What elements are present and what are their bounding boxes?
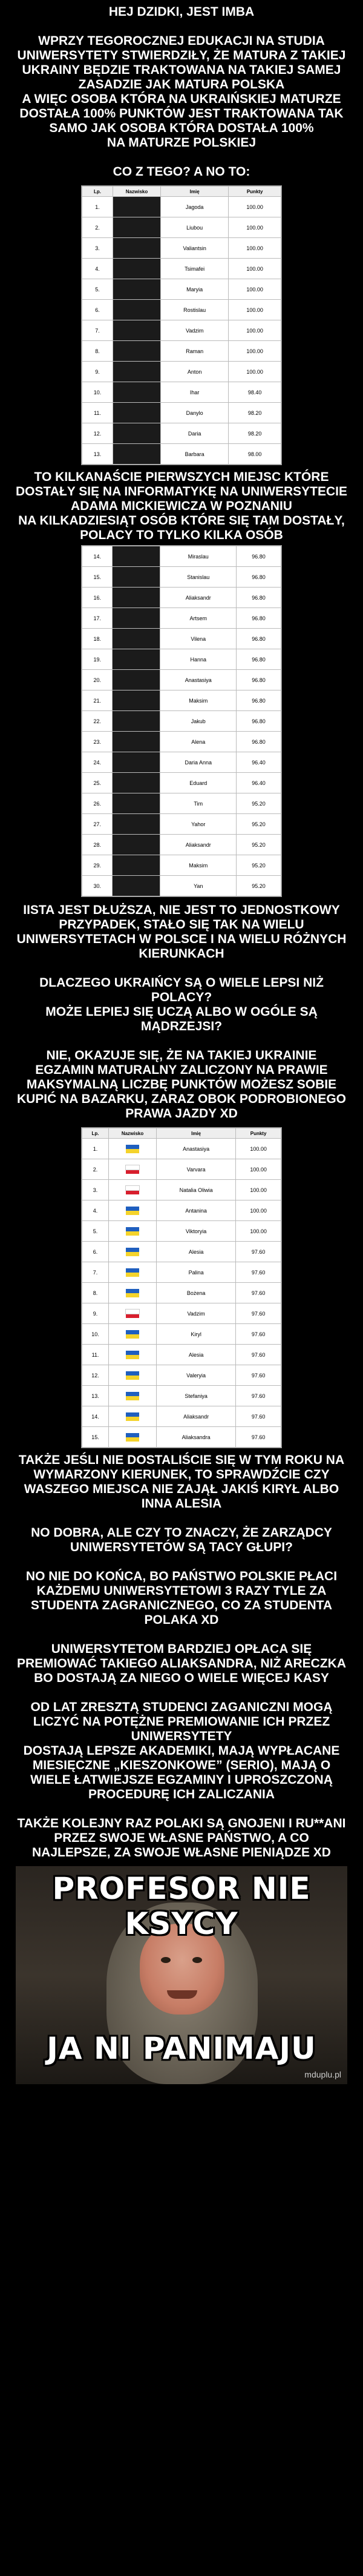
points-cell: 100.00 — [229, 300, 281, 320]
monkey-eye-right — [192, 1957, 202, 1963]
points-cell: 97.60 — [236, 1345, 281, 1365]
points-cell: 96.80 — [237, 629, 281, 649]
table-header-row — [82, 1128, 281, 1139]
table-row — [82, 1242, 281, 1262]
lp-cell: 14. — [82, 546, 113, 567]
ukraine-flag-icon — [126, 1433, 139, 1442]
points-cell: 95.20 — [237, 876, 281, 896]
firstname-cell: Daria — [161, 423, 229, 444]
lp-cell: 5. — [82, 1221, 109, 1242]
points-cell: 97.60 — [236, 1283, 281, 1303]
table-row — [82, 814, 281, 835]
table-row — [82, 279, 281, 300]
lp-cell: 23. — [82, 732, 113, 752]
monkey-mouth — [167, 1990, 197, 1999]
ukraine-flag-icon — [126, 1412, 139, 1421]
table-row — [82, 711, 281, 732]
lp-cell: 12. — [82, 423, 113, 444]
poland-flag-icon — [126, 1186, 139, 1194]
surname-cell — [109, 1406, 157, 1427]
lp-cell: 8. — [82, 341, 113, 362]
lp-cell: 17. — [82, 608, 113, 629]
watermark: mduplu.pl — [304, 2070, 341, 2079]
surname-cell — [109, 1200, 157, 1221]
col-points: Punkty — [229, 187, 281, 197]
firstname-cell: Aliaksandr — [160, 588, 237, 608]
firstname-cell: Alesia — [157, 1242, 236, 1262]
firstname-cell: Stefaniya — [157, 1386, 236, 1406]
lp-cell: 3. — [82, 238, 113, 259]
firstname-cell: Vilena — [160, 629, 237, 649]
surname-cell — [109, 1242, 157, 1262]
lp-cell: 11. — [82, 1345, 109, 1365]
outro-text: TAKŻE JEŚLI NIE DOSTALIŚCIE SIĘ W TYM ROKU NA WYMARZONY KIERUNEK, TO SPRAWDŹCIE CZY WASZEGO MIEJSCA NIE ZAJĄŁ JAKIŚ KIRYŁ ALBO INNA ALESIA NO DOBRA, ALE CZY TO ZNACZY, ŻE ZARZĄDCY UNIWERSYTETÓW SĄ TACY GŁUPI? NO NIE DO KOŃCA, BO PAŃSTWO POLSKIE PŁACI KAŻDEMU UNIWERSYTETOWI 3 RAZY TYLE ZA STUDENTA ZAGRANICZNEGO, CO ZA STUDENTA POLAKA XD UNIWERSYTETOM BARDZIEJ OPŁACA SIĘ PREMIOWAĆ TAKIEGO ALIAKSANDRA, NIŻ ARECZKA BO DOSTAJĄ ZA NIEGO O WIELE WIĘCEJ KASY OD LAT ZRESZTĄ STUDENCI ZAGANICZNI MOGĄ LICZYĆ NA POTĘŻNE PREMIOWANIE ICH PRZEZ UNIWERSYTETY DOSTAJĄ LEPSZE AKADEMIKI, MAJĄ WYPŁACANE MIESIĘCZNE „KIESZONKOWE” (SERIO), MAJĄ O WIELE ŁATWIEJSZE EGZAMINY I UPROSZCZONĄ PROCEDURĘ ICH ZALICZANIA TAKŻE KOLEJNY RAZ POLAKI SĄ GNOJENI I RU**ANI PRZEZ SWOJE WŁASNE PAŃSTWO, A CO NAJLEPSZE, ZA SWOJE WŁASNE PIENIĄDZE XD — [16, 1453, 347, 1859]
table-row — [82, 1406, 281, 1427]
firstname-cell: Miraslau — [160, 546, 237, 567]
lp-cell: 14. — [82, 1406, 109, 1427]
poland-flag-icon — [126, 1310, 139, 1318]
surname-cell — [109, 1159, 157, 1180]
table-row — [82, 1200, 281, 1221]
lp-cell: 5. — [82, 279, 113, 300]
surname-cell — [109, 1386, 157, 1406]
firstname-cell: Barbara — [161, 444, 229, 465]
surname-cell-redacted — [113, 567, 160, 588]
firstname-cell: Ihar — [161, 382, 229, 403]
lp-cell: 8. — [82, 1283, 109, 1303]
surname-cell-redacted — [113, 855, 160, 876]
lp-cell: 21. — [82, 690, 113, 711]
table-row — [82, 217, 281, 238]
surname-cell-redacted — [113, 238, 161, 259]
table-row — [82, 1283, 281, 1303]
lp-cell: 13. — [82, 444, 113, 465]
lp-cell: 2. — [82, 217, 113, 238]
ukraine-flag-icon — [126, 1351, 139, 1359]
surname-cell — [109, 1365, 157, 1386]
table-row — [82, 752, 281, 773]
surname-cell — [109, 1139, 157, 1159]
points-cell: 100.00 — [229, 217, 281, 238]
table-1b — [82, 546, 281, 896]
points-cell: 97.60 — [236, 1242, 281, 1262]
ukraine-flag-icon — [126, 1227, 139, 1236]
points-cell: 95.20 — [237, 814, 281, 835]
surname-cell — [109, 1221, 157, 1242]
table-2-body — [82, 1139, 281, 1448]
surname-cell-redacted — [113, 259, 161, 279]
points-cell: 96.80 — [237, 732, 281, 752]
points-cell: 96.40 — [237, 752, 281, 773]
table-row — [82, 629, 281, 649]
table-row — [82, 670, 281, 690]
firstname-cell: Anton — [161, 362, 229, 382]
firstname-cell: Alesia — [157, 1345, 236, 1365]
surname-cell-redacted — [113, 773, 160, 793]
lp-cell: 10. — [82, 1324, 109, 1345]
surname-cell-redacted — [113, 197, 161, 217]
lp-cell: 22. — [82, 711, 113, 732]
firstname-cell: Tsimafei — [161, 259, 229, 279]
ukraine-flag-icon — [126, 1330, 139, 1339]
firstname-cell: Aliaksandra — [157, 1427, 236, 1448]
firstname-cell: Hanna — [160, 649, 237, 670]
firstname-cell: Antanina — [157, 1200, 236, 1221]
table-row — [82, 362, 281, 382]
firstname-cell: Aliaksandr — [157, 1406, 236, 1427]
points-cell: 96.40 — [237, 773, 281, 793]
surname-cell-redacted — [113, 629, 160, 649]
results-table-1b — [81, 545, 282, 897]
lp-cell: 6. — [82, 300, 113, 320]
lp-cell: 27. — [82, 814, 113, 835]
table-1b-body — [82, 546, 281, 896]
col-lp: Lp. — [82, 1128, 109, 1139]
lp-cell: 3. — [82, 1180, 109, 1200]
firstname-cell: Aliaksandr — [160, 835, 237, 855]
surname-cell-redacted — [113, 546, 160, 567]
firstname-cell: Alena — [160, 732, 237, 752]
lp-cell: 26. — [82, 793, 113, 814]
table-row — [82, 300, 281, 320]
points-cell: 96.80 — [237, 711, 281, 732]
points-cell: 96.80 — [237, 670, 281, 690]
surname-cell-redacted — [113, 382, 161, 403]
ukraine-flag-icon — [126, 1268, 139, 1277]
points-cell: 100.00 — [229, 362, 281, 382]
surname-cell-redacted — [113, 690, 160, 711]
intro-text: HEJ DZIDKI, JEST IMBA WPRZY TEGOROCZNEJ EDUKACJI NA STUDIA UNIWERSYTETY STWIERDZIŁY, ŻE MATURA Z TAKIEJ UKRAINY BĘDZIE TRAKTOWANA NA TAKIEJ SAMEJ ZASADZIE JAK MATURA POLSKA A WIĘC OSOBA KTÓRA NA UKRAIŃSKIEJ MATURZE DOSTAŁA 100% PUNKTÓW JEST TRAKTOWANA TAK SAMO JAK OSOBA KTÓRA DOSTAŁA 100% NA MATURZE POLSKIEJ CO Z TEGO? A NO TO: — [17, 5, 346, 179]
firstname-cell: Liubou — [161, 217, 229, 238]
surname-cell-redacted — [113, 670, 160, 690]
surname-cell — [109, 1262, 157, 1283]
col-firstname: Imię — [157, 1128, 236, 1139]
table-row — [82, 732, 281, 752]
meme-bottom-text: JA NI PANIMAJU — [47, 2031, 316, 2066]
table-row — [82, 423, 281, 444]
firstname-cell: Stanislau — [160, 567, 237, 588]
surname-cell-redacted — [113, 320, 161, 341]
table-header-row — [82, 187, 281, 197]
table-row — [82, 546, 281, 567]
surname-cell-redacted — [113, 362, 161, 382]
firstname-cell: Yahor — [160, 814, 237, 835]
points-cell: 95.20 — [237, 855, 281, 876]
lp-cell: 6. — [82, 1242, 109, 1262]
table-row — [82, 197, 281, 217]
lp-cell: 4. — [82, 259, 113, 279]
points-cell: 95.20 — [237, 793, 281, 814]
firstname-cell: Maksim — [160, 855, 237, 876]
points-cell: 98.00 — [229, 444, 281, 465]
table-1 — [82, 186, 281, 465]
surname-cell-redacted — [113, 711, 160, 732]
ukraine-flag-icon — [126, 1371, 139, 1380]
firstname-cell: Varvara — [157, 1159, 236, 1180]
firstname-cell: Palina — [157, 1262, 236, 1283]
lp-cell: 29. — [82, 855, 113, 876]
firstname-cell: Bożena — [157, 1283, 236, 1303]
firstname-cell: Danylo — [161, 403, 229, 423]
firstname-cell: Maryia — [161, 279, 229, 300]
ukraine-flag-icon — [126, 1145, 139, 1153]
table-row — [82, 649, 281, 670]
points-cell: 100.00 — [229, 320, 281, 341]
col-lp: Lp. — [82, 187, 113, 197]
table-row — [82, 238, 281, 259]
firstname-cell: Yan — [160, 876, 237, 896]
lp-cell: 13. — [82, 1386, 109, 1406]
surname-cell — [109, 1324, 157, 1345]
table-row — [82, 341, 281, 362]
ukraine-flag-icon — [126, 1392, 139, 1400]
table-row — [82, 259, 281, 279]
lp-cell: 1. — [82, 197, 113, 217]
points-cell: 96.80 — [237, 588, 281, 608]
lp-cell: 30. — [82, 876, 113, 896]
col-surname: Nazwisko — [109, 1128, 157, 1139]
surname-cell-redacted — [113, 732, 160, 752]
lp-cell: 15. — [82, 1427, 109, 1448]
surname-cell-redacted — [113, 341, 161, 362]
lp-cell: 18. — [82, 629, 113, 649]
points-cell: 97.60 — [236, 1386, 281, 1406]
table-row — [82, 588, 281, 608]
points-cell: 96.80 — [237, 546, 281, 567]
surname-cell-redacted — [113, 876, 160, 896]
lp-cell: 20. — [82, 670, 113, 690]
surname-cell-redacted — [113, 217, 161, 238]
lp-cell: 16. — [82, 588, 113, 608]
results-table-2 — [81, 1127, 282, 1448]
surname-cell-redacted — [113, 793, 160, 814]
firstname-cell: Vadzim — [161, 320, 229, 341]
table-row — [82, 835, 281, 855]
table-row — [82, 1386, 281, 1406]
table-row — [82, 608, 281, 629]
surname-cell — [109, 1283, 157, 1303]
table-row — [82, 855, 281, 876]
points-cell: 97.60 — [236, 1303, 281, 1324]
firstname-cell: Natalia Oliwia — [157, 1180, 236, 1200]
surname-cell-redacted — [113, 403, 161, 423]
surname-cell-redacted — [113, 300, 161, 320]
middle-text-1: TO KILKANAŚCIE PIERWSZYCH MIEJSC KTÓRE DOSTAŁY SIĘ NA INFORMATYKĘ NA UNIWERSYTECIE ADAMA MICKIEWICZA W POZNANIU NA KILKADZIESIĄT OSÓB KTÓRE SIĘ TAM DOSTAŁY, POLACY TO TYLKO KILKA OSÓB — [16, 470, 347, 542]
col-points: Punkty — [236, 1128, 281, 1139]
points-cell: 100.00 — [236, 1221, 281, 1242]
table-row — [82, 320, 281, 341]
ukraine-flag-icon — [126, 1248, 139, 1256]
lp-cell: 10. — [82, 382, 113, 403]
surname-cell-redacted — [113, 814, 160, 835]
points-cell: 96.80 — [237, 608, 281, 629]
lp-cell: 7. — [82, 1262, 109, 1283]
lp-cell: 25. — [82, 773, 113, 793]
col-surname: Nazwisko — [113, 187, 161, 197]
lp-cell: 19. — [82, 649, 113, 670]
lp-cell: 1. — [82, 1139, 109, 1159]
surname-cell — [109, 1345, 157, 1365]
points-cell: 97.60 — [236, 1365, 281, 1386]
firstname-cell: Vadzim — [157, 1303, 236, 1324]
lp-cell: 28. — [82, 835, 113, 855]
points-cell: 97.60 — [236, 1427, 281, 1448]
firstname-cell: Eduard — [160, 773, 237, 793]
firstname-cell: Kiryl — [157, 1324, 236, 1345]
surname-cell — [109, 1427, 157, 1448]
points-cell: 97.60 — [236, 1324, 281, 1345]
firstname-cell: Anastasiya — [160, 670, 237, 690]
ukraine-flag-icon — [126, 1207, 139, 1215]
surname-cell-redacted — [113, 588, 160, 608]
points-cell: 100.00 — [229, 197, 281, 217]
firstname-cell: Viktoryia — [157, 1221, 236, 1242]
lp-cell: 9. — [82, 362, 113, 382]
lp-cell: 11. — [82, 403, 113, 423]
surname-cell-redacted — [113, 444, 161, 465]
surname-cell-redacted — [113, 752, 160, 773]
firstname-cell: Jakub — [160, 711, 237, 732]
poland-flag-icon — [126, 1165, 139, 1174]
firstname-cell: Maksim — [160, 690, 237, 711]
lp-cell: 4. — [82, 1200, 109, 1221]
points-cell: 96.80 — [237, 649, 281, 670]
lp-cell: 9. — [82, 1303, 109, 1324]
points-cell: 97.60 — [236, 1262, 281, 1283]
points-cell: 100.00 — [229, 238, 281, 259]
firstname-cell: Raman — [161, 341, 229, 362]
surname-cell-redacted — [113, 423, 161, 444]
table-row — [82, 876, 281, 896]
surname-cell-redacted — [113, 279, 161, 300]
firstname-cell: Valiantsin — [161, 238, 229, 259]
firstname-cell: Jagoda — [161, 197, 229, 217]
table-row — [82, 1324, 281, 1345]
points-cell: 96.80 — [237, 567, 281, 588]
lp-cell: 7. — [82, 320, 113, 341]
points-cell: 100.00 — [229, 259, 281, 279]
table-row — [82, 382, 281, 403]
lp-cell: 15. — [82, 567, 113, 588]
surname-cell — [109, 1303, 157, 1324]
points-cell: 97.60 — [236, 1406, 281, 1427]
points-cell: 98.40 — [229, 382, 281, 403]
lp-cell: 24. — [82, 752, 113, 773]
points-cell: 98.20 — [229, 403, 281, 423]
table-row — [82, 1159, 281, 1180]
table-row — [82, 1345, 281, 1365]
lp-cell: 12. — [82, 1365, 109, 1386]
table-1-body — [82, 197, 281, 465]
table-row — [82, 1262, 281, 1283]
surname-cell — [109, 1180, 157, 1200]
table-row — [82, 773, 281, 793]
table-row — [82, 1365, 281, 1386]
monkey-eye-left — [161, 1957, 171, 1963]
lp-cell: 2. — [82, 1159, 109, 1180]
points-cell: 98.20 — [229, 423, 281, 444]
table-row — [82, 793, 281, 814]
ukraine-flag-icon — [126, 1289, 139, 1297]
table-2 — [82, 1128, 281, 1448]
surname-cell-redacted — [113, 835, 160, 855]
table-row — [82, 444, 281, 465]
table-row — [82, 1221, 281, 1242]
surname-cell-redacted — [113, 608, 160, 629]
firstname-cell: Artsem — [160, 608, 237, 629]
table-row — [82, 1180, 281, 1200]
table-row — [82, 1303, 281, 1324]
firstname-cell: Tim — [160, 793, 237, 814]
table-row — [82, 403, 281, 423]
points-cell: 100.00 — [236, 1200, 281, 1221]
points-cell: 100.00 — [236, 1180, 281, 1200]
points-cell: 100.00 — [229, 341, 281, 362]
meme-poster — [16, 1866, 347, 2084]
firstname-cell: Anastasiya — [157, 1139, 236, 1159]
table-row — [82, 1139, 281, 1159]
table-row — [82, 567, 281, 588]
meme-top-text: PROFESOR NIE KSYCY — [52, 1871, 311, 1941]
results-table-1 — [81, 185, 282, 465]
firstname-cell: Daria Anna — [160, 752, 237, 773]
points-cell: 100.00 — [236, 1159, 281, 1180]
points-cell: 96.80 — [237, 690, 281, 711]
points-cell: 95.20 — [237, 835, 281, 855]
firstname-cell: Rostislau — [161, 300, 229, 320]
col-firstname: Imię — [161, 187, 229, 197]
points-cell: 100.00 — [236, 1139, 281, 1159]
firstname-cell: Valeryia — [157, 1365, 236, 1386]
middle-text-2: IISTA JEST DŁUŻSZA, NIE JEST TO JEDNOSTKOWY PRZYPADEK, STAŁO SIĘ TAK NA WIELU UNIWERSYTETACH W POLSCE I NA WIELU RÓŻNYCH KIERUNKACH DLACZEGO UKRAIŃCY SĄ O WIELE LEPSI NIŻ POLACY? MOŻE LEPIEJ SIĘ UCZĄ ALBO W OGÓLE SĄ MĄDRZEJSI? NIE, OKAZUJE SIĘ, ŻE NA TAKIEJ UKRAINIE EGZAMIN MATURALNY ZALICZONY NA PRAWIE MAKSYMALNĄ LICZBĘ PUNKTÓW MOŻESZ SOBIE KUPIĆ NA BAZARKU, ZARAZ OBOK PODROBIONEGO PRAWA JAZDY XD — [16, 903, 347, 1121]
surname-cell-redacted — [113, 649, 160, 670]
table-row — [82, 690, 281, 711]
points-cell: 100.00 — [229, 279, 281, 300]
table-row — [82, 1427, 281, 1448]
